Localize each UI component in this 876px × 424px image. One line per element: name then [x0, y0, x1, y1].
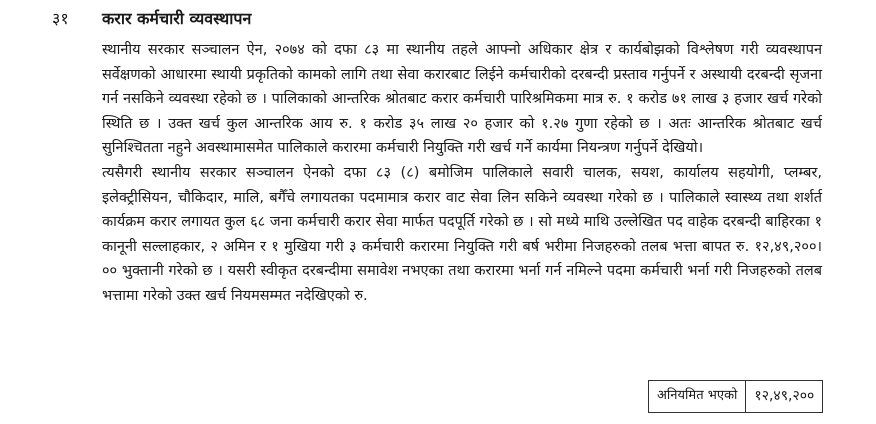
table-row	[649, 381, 823, 413]
section-title: करार कर्मचारी व्यवस्थापन	[102, 9, 252, 28]
irregular-amount-table	[648, 380, 823, 413]
section-number: ३१	[52, 9, 69, 28]
paragraph-contract-expense: स्थानीय सरकार सञ्चालन ऐन, २०७४ को दफा ८३ मा स्थानीय तहले आफ्नो अधिकार क्षेत्र र कार्यबोझको विश्लेषण गरी व्यवस्थापन सर्वेक्षणको आधारमा स्थायी प्रकृतिको कामको लागि तथा सेवा करारबाट लिईने कर्मचारीको दरबन्दी प्रस्ताव गर्नुपर्ने र अस्थायी दरबन्दी सृजना गर्न नसकिने व्यवस्था रहेको छ । पालिकाको आन्तरिक श्रोतबाट करार कर्मचारी पारिश्रमिकमा मात्र रु. १ करोड ७१ लाख ३ हजार खर्च गरेको स्थिति छ । उक्त खर्च कुल आन्तरिक आय रु. १ करोड ३५ लाख २० हजार को १.२७ गुणा रहेको छ । अतः आन्तरिक श्रोतबाट खर्च सुनिश्चितता नहुने अवस्थामासमेत पालिकाले करारमा कर्मचारी नियुक्ति गरी खर्च गर्ने कार्यमा नियन्त्रण गर्नुपर्ने देखियो।	[102, 42, 822, 157]
irregular-amount: १२,४९,२००	[746, 381, 823, 413]
paragraph-contract-appointment: त्यसैगरी स्थानीय सरकार सञ्चालन ऐनको दफा ८३ (८) बमोजिम पालिकाले सवारी चालक, सयश, कार्यालय सहयोगी, प्लम्बर, इलेक्ट्रीसियन, चौकिदार, मालि, बगैँचे लगायतका पदमामात्र करार वाट सेवा लिन सकिने व्यवस्था गरेको छ । पालिकाले स्वास्थ्य तथा शर्शर्त कार्यक्रम करार लगायत कुल ६८ जना कर्मचारी करार सेवा मार्फत पदपूर्ति गरेको छ । सो मध्ये माथि उल्लेखित पद वाहेक दरबन्दी बाहिरका १ कानूनी सल्लाहकार, २ अमिन र १ मुखिया गरी ३ कर्मचारी करारमा नियुक्ति गरी बर्ष भरीमा निजहरुको तलब भत्ता बापत रु. १२,४९,२००।०० भुक्तानी गरेको छ । यसरी स्वीकृत दरबन्दीमा समावेश नभएका तथा करारमा भर्ना गर्न नमिल्ने पदमा कर्मचारी भर्ना गरी निजहरुको तलब भत्तामा गरेको उक्त खर्च नियमसम्मत नदेखिएको रु.	[102, 164, 822, 304]
irregular-label: अनियमित भएको	[649, 381, 746, 413]
section-body	[102, 38, 822, 309]
